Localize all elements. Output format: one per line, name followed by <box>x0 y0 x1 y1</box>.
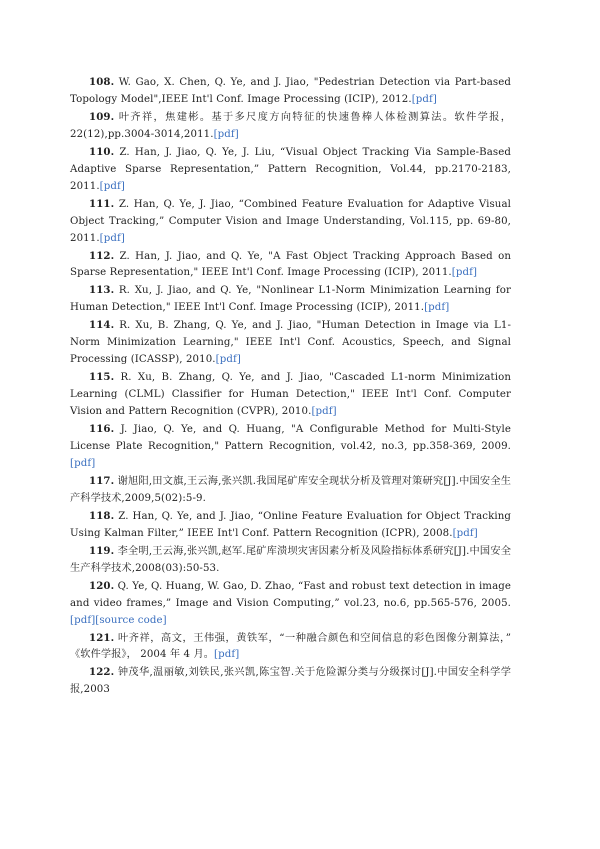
reference-item <box>70 248 511 283</box>
pdf-link[interactable]: [pdf] <box>424 302 450 314</box>
reference-item <box>70 196 511 248</box>
pdf-link[interactable]: [pdf] <box>215 354 241 366</box>
reference-text: Z. Han, J. Jiao, Q. Ye, J. Liu, “Visual Object Tracking Via Sample-Based Adaptive Sparse Representation,” Pattern Recognition, Vol.44, pp.2170-2183, 2011. <box>70 146 511 192</box>
reference-item <box>70 630 511 665</box>
reference-item <box>70 578 511 630</box>
reference-text: 钟茂华,温丽敏,刘铁民,张兴凯,陈宝智.关于危险源分类与分级探讨[J].中国安全科学学报,2003 <box>70 667 511 696</box>
reference-number: 115. <box>89 371 115 384</box>
pdf-link[interactable]: [pdf] <box>70 457 96 469</box>
reference-number: 113. <box>89 284 115 297</box>
reference-number: 108. <box>89 76 115 88</box>
reference-item <box>70 543 511 578</box>
reference-item <box>70 317 511 369</box>
pdf-link[interactable]: [pdf] <box>70 614 96 626</box>
reference-text: 叶齐祥，焦建彬。基于多尺度方向特征的快速鲁棒人体检测算法。软件学报，22(12),pp.3004-3014,2011. <box>70 111 511 140</box>
pdf-link[interactable]: [pdf] <box>214 649 240 661</box>
reference-text: R. Xu, B. Zhang, Q. Ye, and J. Jiao, "Cascaded L1-norm Minimization Learning (CLML) Classifier for Human Detection," IEEE Int'l Conf. Computer Vision and Pattern Recognition (CVPR), 2010. <box>70 372 511 418</box>
reference-number: 120. <box>89 579 115 592</box>
pdf-link[interactable]: [pdf] <box>451 267 478 279</box>
reference-item <box>70 421 511 473</box>
reference-text: W. Gao, X. Chen, Q. Ye, and J. Jiao, "Pedestrian Detection via Part-based Topology Model",IEEE Int'l Conf. Image Processing (ICIP), 2012. <box>70 77 511 105</box>
reference-number: 118. <box>89 509 115 522</box>
reference-text: 叶齐祥，高文，王伟强，黄铁军，“一种融合颜色和空间信息的彩色图像分割算法，” 《软件学报》， 2004 年 4 月。 <box>70 632 511 661</box>
reference-text: 谢旭阳,田文旗,王云海,张兴凯.我国尾矿库安全现状分析及管理对策研究[J].中国安全生产科学技术,2009,5(02):5-9. <box>70 475 511 504</box>
reference-number: 114. <box>89 319 115 332</box>
reference-number: 122. <box>89 666 115 679</box>
reference-list <box>70 74 511 699</box>
reference-text: Z. Han, Q. Ye, J. Jiao, “Combined Feature Evaluation for Adaptive Visual Object Tracking,” Computer Vision and Image Understanding, Vol.115, pp. 69-80, 2011. <box>70 198 511 244</box>
pdf-link[interactable]: [pdf] <box>99 180 125 192</box>
reference-text: 李全明,王云海,张兴凯,赵军.尾矿库溃坝灾害因素分析及风险指标体系研究[J].中国安全生产科学技术,2008(03):50-53. <box>70 545 511 574</box>
reference-number: 111. <box>89 197 115 210</box>
pdf-link[interactable]: [pdf] <box>99 232 125 244</box>
reference-number: 117. <box>89 474 115 487</box>
reference-item <box>70 109 511 144</box>
reference-text: Z. Han, J. Jiao, and Q. Ye, "A Fast Object Tracking Approach Based on Sparse Representation," IEEE Int'l Conf. Image Processing (ICIP), 2011. <box>70 250 511 279</box>
reference-item <box>70 74 511 109</box>
reference-item <box>70 473 511 508</box>
reference-number: 110. <box>89 145 115 158</box>
reference-number: 121. <box>89 631 115 644</box>
pdf-link[interactable]: [pdf] <box>213 128 239 140</box>
reference-item <box>70 664 511 699</box>
reference-item <box>70 144 511 196</box>
source-code-link[interactable]: [source code] <box>95 614 167 626</box>
pdf-link[interactable]: [pdf] <box>311 406 337 418</box>
pdf-link[interactable]: [pdf] <box>452 527 478 539</box>
pdf-link[interactable]: [pdf] <box>411 93 437 105</box>
reference-number: 109. <box>89 110 115 123</box>
reference-text: R. Xu, B. Zhang, Q. Ye, and J. Jiao, "Human Detection in Image via L1-Norm Minimization Learning," IEEE Int'l Conf. Acoustics, Speech, and Signal Processing (ICASSP), 2010. <box>70 320 511 366</box>
reference-text: Q. Ye, Q. Huang, W. Gao, D. Zhao, “Fast and robust text detection in image and video frames,” Image and Vision Computing,” vol.23, no.6, pp.565-576, 2005. <box>70 580 511 609</box>
reference-text: R. Xu, J. Jiao, and Q. Ye, "Nonlinear L1-Norm Minimization Learning for Human Detection," IEEE Int'l Conf. Image Processing (ICIP), 2011. <box>70 285 511 314</box>
reference-item <box>70 369 511 421</box>
reference-text: J. Jiao, Q. Ye, and Q. Huang, "A Configurable Method for Multi-Style License Plate Recognition," Pattern Recognition, vol.42, no.3, pp.358-369, 2009. <box>70 424 511 453</box>
reference-item <box>70 282 511 317</box>
reference-number: 116. <box>89 423 115 436</box>
reference-text: Z. Han, Q. Ye, and J. Jiao, “Online Feature Evaluation for Object Tracking Using Kalman Filter,” IEEE Int'l Conf. Pattern Recognition (ICPR), 2008. <box>70 510 511 539</box>
reference-number: 119. <box>89 544 115 557</box>
reference-item <box>70 508 511 543</box>
reference-number: 112. <box>89 249 115 262</box>
